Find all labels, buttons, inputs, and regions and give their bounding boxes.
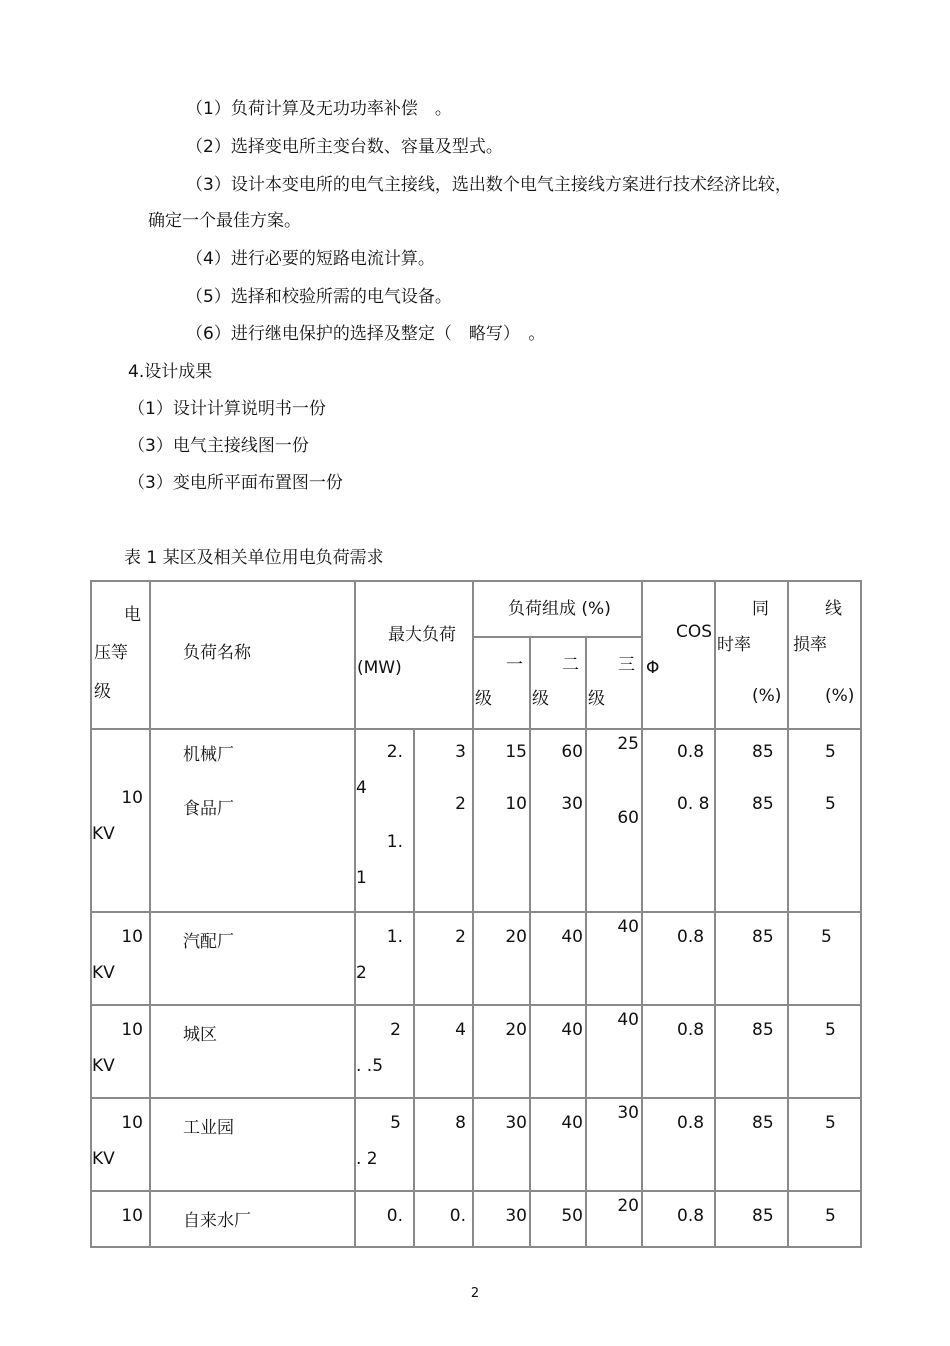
max-load-value: 1. bbox=[386, 832, 403, 852]
sim-value: 85 bbox=[752, 1113, 774, 1133]
deliverable-2: （3）电气主接线图一份 bbox=[128, 436, 309, 456]
loss-value: 5 bbox=[825, 1206, 836, 1226]
item-2: （2）选择变电所主变台数、容量及型式。 bbox=[186, 137, 503, 157]
cos-value: 0.8 bbox=[677, 1113, 705, 1133]
level2-value: 30 bbox=[561, 794, 583, 814]
item-5: （5）选择和校验所需的电气设备。 bbox=[186, 287, 452, 307]
cos-header-1: COS bbox=[676, 622, 713, 642]
sim-value: 85 bbox=[752, 927, 774, 947]
level3-value: 60 bbox=[617, 808, 639, 828]
level1-value: 15 bbox=[505, 742, 527, 762]
max-load-value: 4 bbox=[455, 1020, 466, 1040]
max-load-value: 2. bbox=[386, 742, 403, 762]
deliverable-3: （3）变电所平面布置图一份 bbox=[128, 473, 343, 493]
sim-header-1: 同 bbox=[752, 599, 769, 619]
level3-header-1: 三 bbox=[618, 655, 635, 675]
level2-header-2: 级 bbox=[532, 689, 549, 709]
level2-value: 60 bbox=[561, 742, 583, 762]
voltage-value: 10 bbox=[121, 1206, 143, 1226]
voltage-header bbox=[91, 581, 150, 729]
item-1: （1）负荷计算及无功功率补偿 。 bbox=[186, 99, 452, 119]
voltage-header-2: 压等 bbox=[94, 643, 128, 663]
max-load-header-2: (MW) bbox=[357, 658, 402, 678]
max-load-value: 4 bbox=[356, 778, 367, 798]
level1-header bbox=[473, 637, 530, 729]
level3-value: 30 bbox=[617, 1103, 639, 1123]
max-load-value: 8 bbox=[455, 1113, 466, 1133]
voltage-value: 10 bbox=[121, 1020, 143, 1040]
level2-value: 50 bbox=[561, 1206, 583, 1226]
load-name: 城区 bbox=[183, 1025, 217, 1045]
level1-value: 20 bbox=[505, 927, 527, 947]
cos-value: 0.8 bbox=[677, 1020, 705, 1040]
cos-value: 0.8 bbox=[677, 1206, 705, 1226]
max-load-value: 2 bbox=[390, 1020, 401, 1040]
loss-value: 5 bbox=[821, 927, 832, 947]
level3-header-2: 级 bbox=[588, 689, 605, 709]
level2-header bbox=[530, 637, 586, 729]
cos-value: 0.8 bbox=[677, 927, 705, 947]
max-load-value: 1 bbox=[356, 868, 367, 888]
level1-value: 10 bbox=[505, 794, 527, 814]
table-row bbox=[91, 1098, 861, 1191]
load-name: 机械厂 bbox=[183, 745, 234, 765]
item-6: （6）进行继电保护的选择及整定（ 略写） 。 bbox=[186, 324, 546, 344]
max-load-value: 5 bbox=[390, 1113, 401, 1133]
level1-value: 30 bbox=[505, 1206, 527, 1226]
level3-value: 25 bbox=[617, 734, 639, 754]
name-header bbox=[150, 581, 355, 729]
voltage-unit: KV bbox=[92, 1056, 115, 1076]
load-name: 食品厂 bbox=[183, 799, 234, 819]
sim-header-3: (%) bbox=[752, 686, 782, 706]
level3-value: 40 bbox=[617, 1010, 639, 1030]
item-3-cont: 确定一个最佳方案。 bbox=[148, 211, 301, 231]
cos-value: 0.8 bbox=[677, 742, 705, 762]
voltage-header-3: 级 bbox=[94, 682, 111, 702]
item-4: （4）进行必要的短路电流计算。 bbox=[186, 249, 435, 269]
table-row bbox=[91, 729, 861, 912]
level2-header-1: 二 bbox=[562, 655, 579, 675]
max-load-value: 1. bbox=[386, 927, 403, 947]
cos-header bbox=[642, 581, 715, 729]
loss-header-3: (%) bbox=[825, 686, 855, 706]
load-table bbox=[90, 580, 862, 1248]
voltage-unit: KV bbox=[92, 1149, 115, 1169]
section-title: 4.设计成果 bbox=[128, 362, 213, 382]
voltage-unit: KV bbox=[92, 824, 115, 844]
max-load-value: 0. bbox=[449, 1206, 466, 1226]
sim-value: 85 bbox=[752, 1020, 774, 1040]
sim-header-2: 时率 bbox=[717, 635, 751, 655]
max-load-value: 2 bbox=[356, 963, 367, 983]
load-name: 自来水厂 bbox=[183, 1211, 251, 1231]
deliverable-1: （1）设计计算说明书一份 bbox=[128, 399, 326, 419]
voltage-value: 10 bbox=[121, 788, 143, 808]
level1-value: 20 bbox=[505, 1020, 527, 1040]
level3-value: 20 bbox=[617, 1196, 639, 1216]
loss-value: 5 bbox=[825, 794, 836, 814]
sim-value: 85 bbox=[752, 742, 774, 762]
sim-value: 85 bbox=[752, 794, 774, 814]
voltage-header-1: 电 bbox=[124, 605, 141, 625]
max-load-value: . 2 bbox=[356, 1149, 378, 1169]
max-load-header-1: 最大负荷 bbox=[388, 625, 456, 645]
loss-value: 5 bbox=[825, 742, 836, 762]
table-row bbox=[91, 1191, 861, 1247]
level2-value: 40 bbox=[561, 927, 583, 947]
cos-header-2: Φ bbox=[646, 658, 660, 678]
level1-header-2: 级 bbox=[475, 689, 492, 709]
table-row bbox=[91, 912, 861, 1005]
load-name: 汽配厂 bbox=[183, 932, 234, 952]
max-load-value: 2 bbox=[455, 927, 466, 947]
voltage-value: 10 bbox=[121, 1113, 143, 1133]
level3-value: 40 bbox=[617, 917, 639, 937]
composition-header bbox=[473, 581, 642, 637]
loss-value: 5 bbox=[825, 1113, 836, 1133]
level3-header bbox=[586, 637, 642, 729]
table-row bbox=[91, 1005, 861, 1098]
level2-value: 40 bbox=[561, 1020, 583, 1040]
level1-header-1: 一 bbox=[506, 655, 523, 675]
voltage-unit: KV bbox=[92, 963, 115, 983]
max-load-value: 3 bbox=[455, 742, 466, 762]
voltage-value: 10 bbox=[121, 927, 143, 947]
name-header-text: 负荷名称 bbox=[183, 643, 251, 663]
load-name: 工业园 bbox=[183, 1118, 234, 1138]
level1-value: 30 bbox=[505, 1113, 527, 1133]
max-load-value: 2 bbox=[455, 794, 466, 814]
sim-value: 85 bbox=[752, 1206, 774, 1226]
max-load-header bbox=[355, 581, 473, 729]
loss-header bbox=[788, 581, 861, 729]
loss-header-1: 线 bbox=[825, 599, 842, 619]
level2-value: 40 bbox=[561, 1113, 583, 1133]
max-load-value: . .5 bbox=[356, 1056, 384, 1076]
cos-value: 0. 8 bbox=[677, 794, 710, 814]
composition-header-text: 负荷组成 (%) bbox=[508, 599, 611, 619]
loss-header-2: 损率 bbox=[793, 635, 827, 655]
item-3: （3）设计本变电所的电气主接线，选出数个电气主接线方案进行技术经济比较， bbox=[186, 175, 792, 195]
page-number: 2 bbox=[470, 1286, 480, 1301]
table-caption: 表 1 某区及相关单位用电负荷需求 bbox=[124, 548, 384, 568]
max-load-value: 0. bbox=[386, 1206, 403, 1226]
simultaneity-header bbox=[715, 581, 788, 729]
loss-value: 5 bbox=[825, 1020, 836, 1040]
